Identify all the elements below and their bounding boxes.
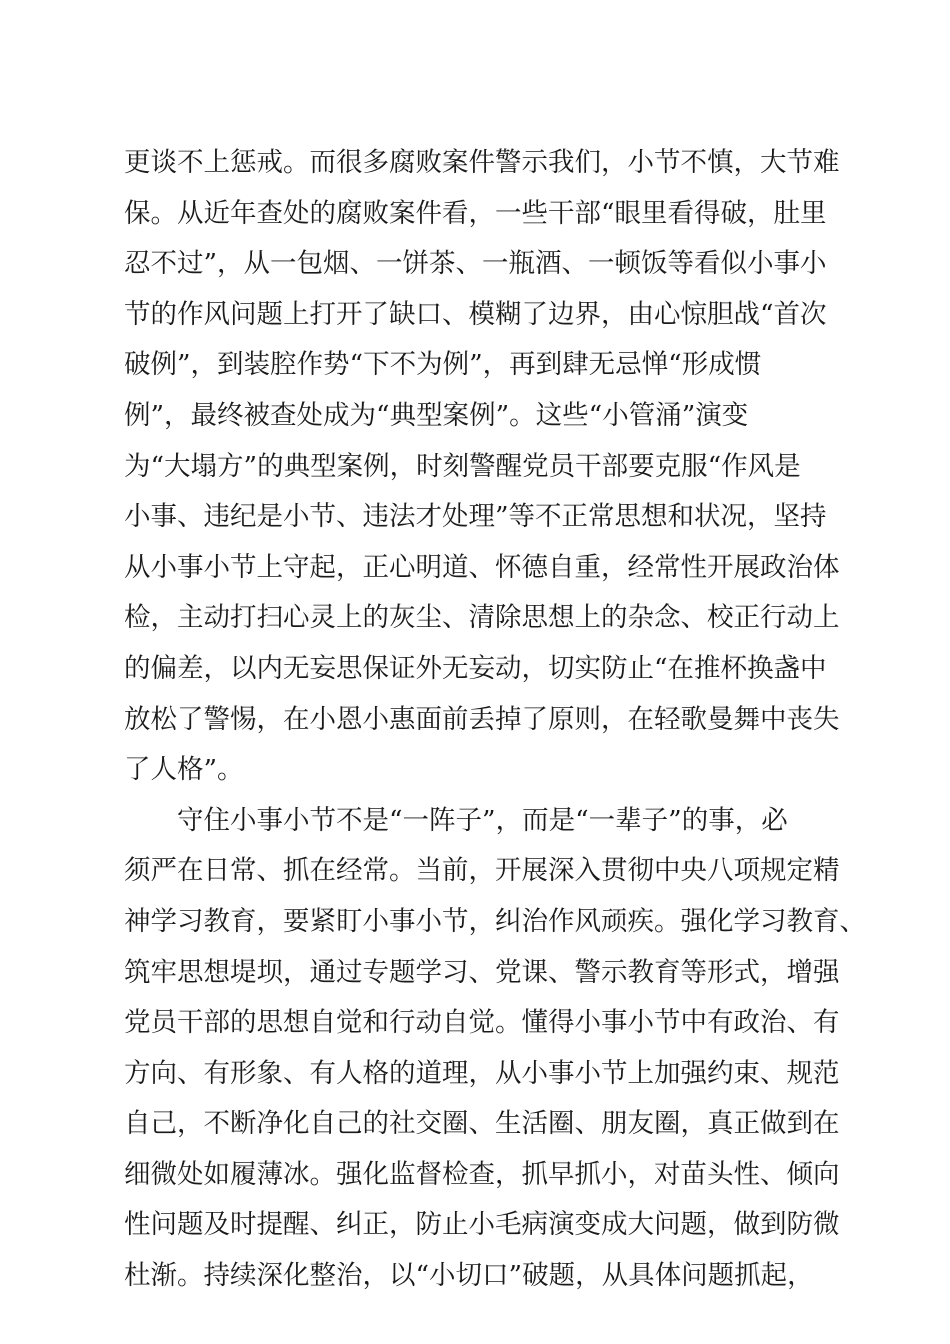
text-line: 放松了警惕，在小恩小惠面前丢掉了原则，在轻歌曼舞中丧失 bbox=[124, 703, 840, 735]
text-line: 例”，最终被查处成为“典型案例”。这些“小管涌”演变 bbox=[124, 399, 749, 431]
text-line: 的偏差，以内无妄思保证外无妄动，切实防止“在推杯换盏中 bbox=[124, 652, 827, 684]
text-line: 方向、有形象、有人格的道理，从小事小节上加强约束、规范 bbox=[124, 1057, 840, 1089]
text-line: 党员干部的思想自觉和行动自觉。懂得小事小节中有政治、有 bbox=[124, 1007, 840, 1039]
text-line: 忍不过”，从一包烟、一饼茶、一瓶酒、一顿饭等看似小事小 bbox=[124, 248, 827, 280]
text-line: 了人格”。 bbox=[124, 754, 244, 786]
text-line: 节的作风问题上打开了缺口、模糊了边界，由心惊胆战“首次 bbox=[124, 298, 827, 330]
text-line: 细微处如履薄冰。强化监督检查，抓早抓小，对苗头性、倾向 bbox=[124, 1158, 840, 1190]
text-line: 保。从近年查处的腐败案件看，一些干部“眼里看得破，肚里 bbox=[124, 197, 827, 229]
text-line: 从小事小节上守起，正心明道、怀德自重，经常性开展政治体 bbox=[124, 551, 840, 583]
text-line: 杜渐。持续深化整治，以“小切口”破题，从具体问题抓起， bbox=[124, 1260, 814, 1292]
text-line: 须严在日常、抓在经常。当前，开展深入贯彻中央八项规定精 bbox=[124, 855, 840, 887]
text-line: 自己，不断净化自己的社交圈、生活圈、朋友圈，真正做到在 bbox=[124, 1108, 840, 1140]
body-text bbox=[124, 138, 866, 1302]
paragraph-start-line: 守住小事小节不是“一阵子”，而是“一辈子”的事，必 bbox=[177, 804, 788, 836]
text-line: 小事、违纪是小节、违法才处理”等不正常思想和状况，坚持 bbox=[124, 501, 827, 533]
text-line: 检，主动打扫心灵上的灰尘、清除思想上的杂念、校正行动上 bbox=[124, 602, 840, 634]
text-line: 性问题及时提醒、纠正，防止小毛病演变成大问题，做到防微 bbox=[124, 1209, 840, 1241]
text-line: 为“大塌方”的典型案例，时刻警醒党员干部要克服“作风是 bbox=[124, 450, 801, 482]
text-line: 神学习教育，要紧盯小事小节，纠治作风顽疾。强化学习教育、 bbox=[124, 905, 866, 937]
text-line: 更谈不上惩戒。而很多腐败案件警示我们，小节不慎，大节难 bbox=[124, 147, 840, 178]
text-line: 破例”，到装腔作势“下不为例”，再到肆无忌惮“形成惯 bbox=[124, 349, 762, 381]
text-line: 筑牢思想堤坝，通过专题学习、党课、警示教育等形式，增强 bbox=[124, 956, 840, 988]
